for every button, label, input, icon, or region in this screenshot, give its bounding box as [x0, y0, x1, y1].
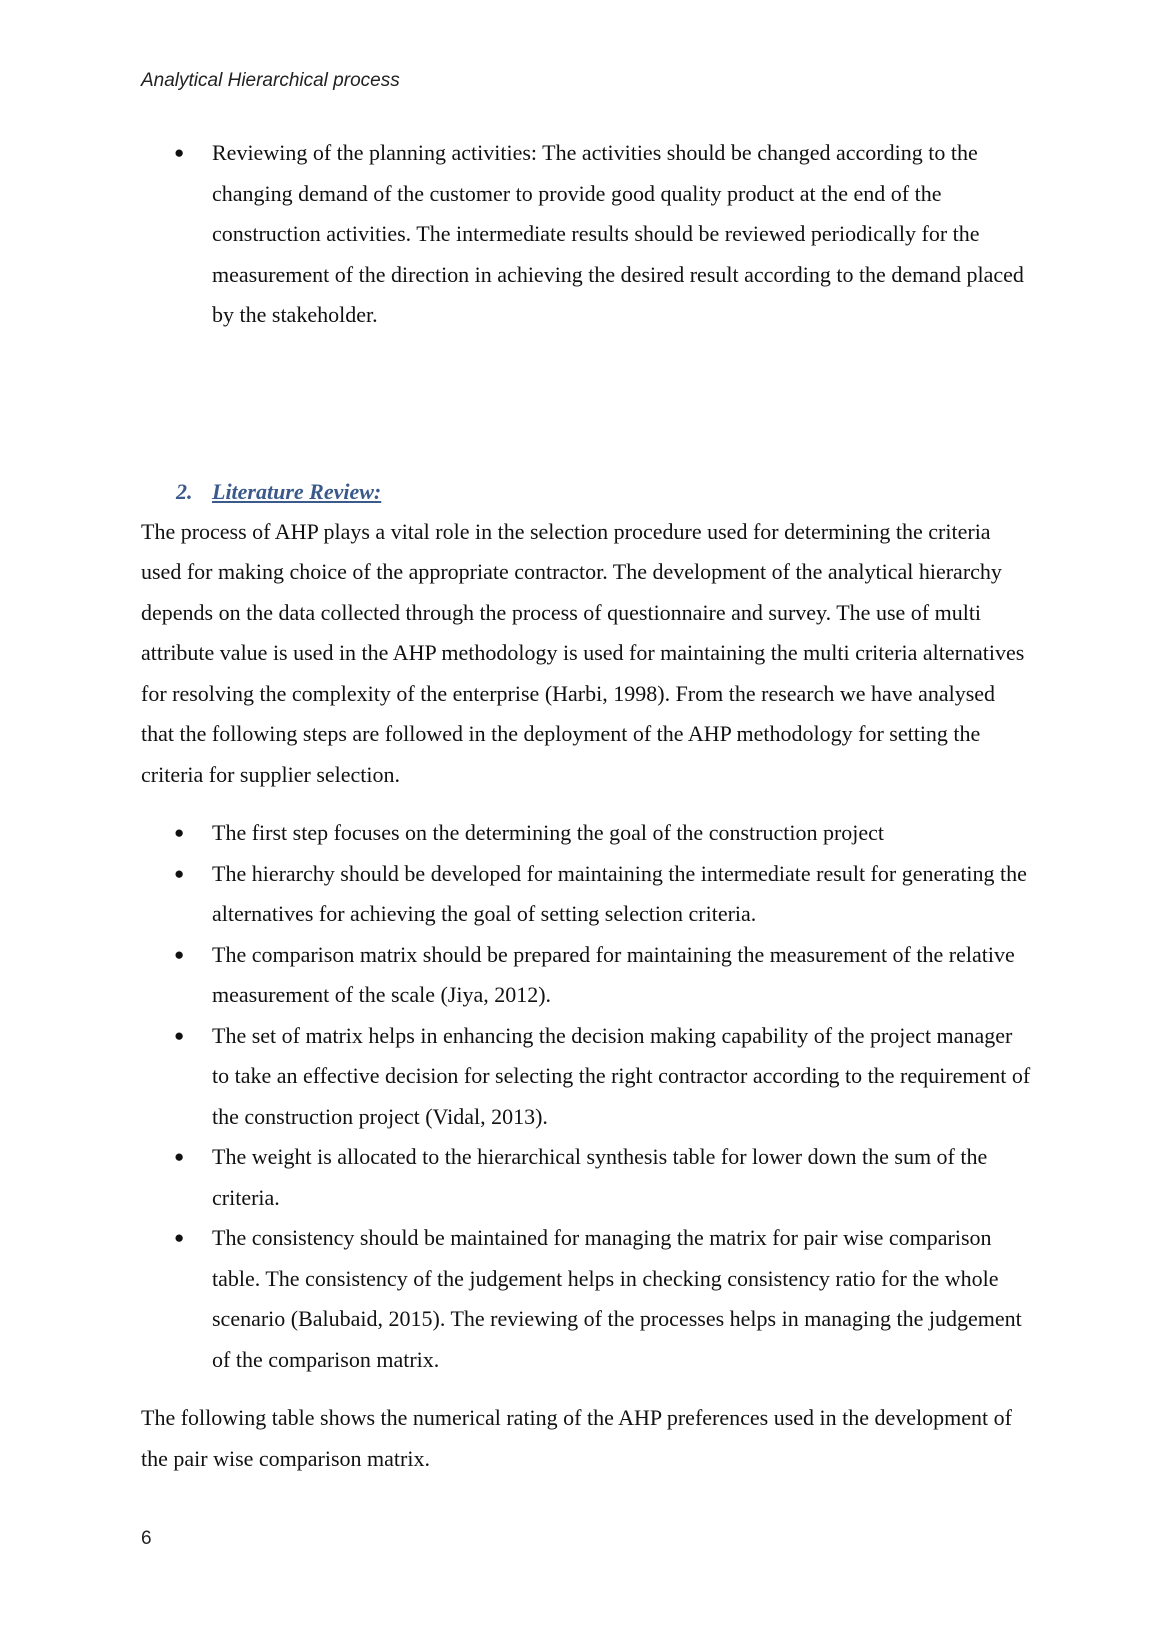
list-item-text: Reviewing of the planning activities: The activities should be changed according to the changing demand of the customer to provide good quality product at the end of the construction activities. The intermediate results should be reviewed periodically for the measurement of the direction in achieving the desired result according to the demand placed by the stakeholder.: [212, 140, 1024, 327]
list-item: [141, 1218, 1031, 1380]
list-item-text: The set of matrix helps in enhancing the decision making capability of the project manager to take an effective decision for selecting the right contractor according to the requirement of the construction project (Vidal, 2013).: [212, 1022, 1031, 1129]
list-item: [141, 813, 1031, 854]
list-item: [141, 1016, 1031, 1138]
list-item: [141, 935, 1031, 1016]
closing-paragraph: The following table shows the numerical rating of the AHP preferences used in the development of the pair wise comparison matrix.: [141, 1405, 1012, 1471]
section-heading: [141, 472, 1031, 512]
page-number: 6: [141, 1528, 152, 1549]
list-item-text: The comparison matrix should be prepared for maintaining the measurement of the relative measurement of the scale (Jiya, 2012).: [212, 941, 1015, 1007]
list-item-text: The consistency should be maintained for managing the matrix for pair wise comparison table. The consistency of the judgement helps in checking consistency ratio for the whole scenario (Balubaid, 2015). The reviewing of the processes helps in managing the judgement of the comparison matrix.: [212, 1225, 1022, 1372]
bullet-icon: ●: [174, 1025, 185, 1045]
list-item: [141, 1137, 1031, 1218]
bullet-icon: ●: [174, 863, 185, 883]
list-item: [141, 854, 1031, 935]
list-item: [141, 133, 1031, 336]
list-item-text: The hierarchy should be developed for maintaining the intermediate result for generating the alternatives for achieving the goal of setting selection criteria.: [212, 860, 1027, 926]
bullet-icon: ●: [174, 143, 185, 162]
document-body: [141, 133, 1031, 1479]
bullet-icon: ●: [174, 1228, 185, 1247]
bullet-icon: ●: [174, 823, 185, 842]
running-header: Analytical Hierarchical process: [141, 70, 400, 91]
section-number: 2.: [176, 478, 193, 504]
steps-bullet-list: [141, 813, 1031, 1380]
bullet-icon: ●: [174, 1147, 185, 1166]
section-title: Literature Review:: [212, 478, 382, 504]
bullet-icon: ●: [174, 944, 185, 964]
list-item-text: The first step focuses on the determining the goal of the construction project: [212, 820, 885, 845]
intro-bullet-list: [141, 133, 1031, 336]
intro-paragraph: The process of AHP plays a vital role in the selection procedure used for determining the criteria used for making choice of the appropriate contractor. The development of the analytical hierarchy depends on the data collected through the process of questionnaire and survey. The use of multi attribute value is used in the AHP methodology is used for maintaining the multi criteria alternatives for resolving the complexity of the enterprise (Harbi, 1998). From the research we have analysed that the following steps are followed in the deployment of the AHP methodology for setting the criteria for supplier selection.: [141, 518, 1025, 787]
list-item-text: The weight is allocated to the hierarchical synthesis table for lower down the sum of the criteria.: [212, 1144, 988, 1210]
